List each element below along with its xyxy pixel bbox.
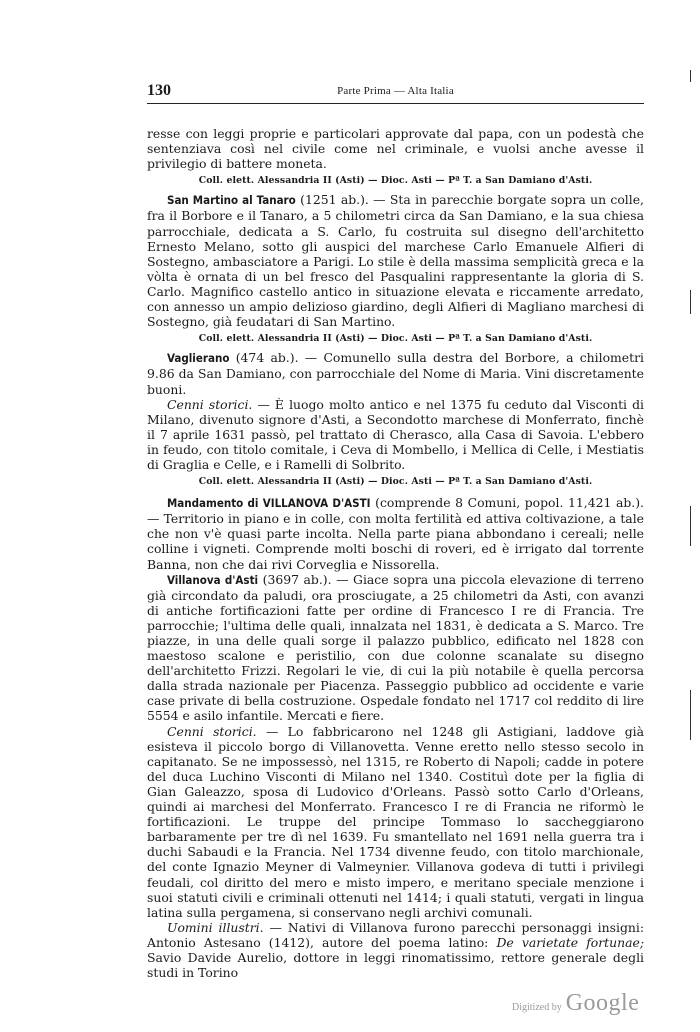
- electoral-note: Coll. elett. Alessandria II (Asti) — Dioc. Asti — Pª T. a San Damiano d'Asti.: [198, 333, 593, 345]
- page-body: [147, 126, 644, 980]
- paragraph-text: — È luogo molto antico e nel 1375 fu ceduto dal Visconti di Milano, divenuto signore d'Asti, a Secondotto marchese di Monferrato, finchè il 7 aprile 1631 passò, pel trattato di Cherasco, alla Casa di Savoia. L'ebbero in feudo, con titolo comitale, i Ceva di Mombello, i Mellica di Celle, i Mestiatis di Graglia e Celle, e i Ramelli di Solbrito.: [147, 396, 644, 472]
- scan-edge-mark: [690, 690, 691, 740]
- entry-text: (3697 ab.). — Giace sopra una piccola elevazione di terreno già circondato da paludi, ora prosciugate, a 25 chilometri da Asti, con avanzi di antiche fortificazioni fatte per ordine di Francesco I re di Francia. Tre parrocchie; l'ultima delle quali, innalzata nel 1831, è dedicata a S. Marco. Tre piazze, in una delle quali sorge il palazzo pubblico, edificato nel 1828 con maestoso scalone e peristilio, con due colonne scanalate su disegno dell'architetto Frizzi. Regolari le vie, di cui la più notabile è quella percorsa dalla strada nazionale per Piacenza. Passeggio pubblico ad occidente e varie case private di bella costruzione. Ospedale fondato nel 1717 col reddito di lire 5554 e asilo infantile. Mercati e fiere.: [147, 571, 644, 724]
- entry-heading: San Martino al Tanaro: [167, 193, 296, 208]
- paragraph-cenni-storici: [147, 397, 644, 472]
- section-lead: Cenni storici.: [167, 396, 253, 412]
- electoral-note: Coll. elett. Alessandria II (Asti) — Dioc. Asti — Pª T. a San Damiano d'Asti.: [198, 476, 593, 488]
- paragraph-uomini-illustri: [147, 920, 644, 980]
- paragraph-cenni-storici: [147, 724, 644, 920]
- paragraph-continuation: resse con leggi proprie e particolari approvate dal papa, con un podestà che sentenziava così nel civile come nel criminale, e vuolsi anche avesse il privilegio di battere moneta.: [147, 126, 644, 172]
- watermark-prefix: Digitized by: [512, 1002, 562, 1013]
- scan-edge-mark: [690, 70, 691, 82]
- scan-edge-mark: [690, 506, 691, 546]
- entry-heading: Vaglierano: [167, 351, 230, 366]
- mandamento-heading: Mandamento di VILLANOVA D'ASTI: [167, 496, 371, 511]
- entry-villanova: [147, 572, 644, 724]
- section-lead: Uomini illustri.: [167, 919, 264, 935]
- entry-san-martino: [147, 192, 644, 329]
- entry-heading: Villanova d'Asti: [167, 572, 259, 587]
- mandamento-text: (comprende 8 Comuni, popol. 11,421 ab.). — Territorio in piano e in colle, con molta fertilità ed attiva coltivazione, a tale che non v'è quasi parte incolta. Nella parte piana abbondano i cereali; nelle colline i vigneti. Comprende molti boschi di roveri, ed è irrigato dal torrente Banna, non che dai rivi Corveglia e Nissorella.: [147, 495, 644, 572]
- google-logo: Google: [565, 990, 640, 1016]
- page: [147, 82, 644, 980]
- paragraph-text: — Lo fabbricarono nel 1248 gli Astigiani, laddove già esisteva il piccolo borgo di Villanovetta. Venne eretto nello stesso secolo in capitanato. Se ne impossessò, nel 1315, re Roberto di Napoli; cadde in potere del duca Luchino Visconti di Milano nel 1340. Costituì dote per la figlia di Gian Galeazzo, sposa di Ludovico d'Orleans. Passò sotto Carlo d'Orleans, quindi ai marchesi del Monferrato. Francesco I re di Francia ne riformò le fortificazioni. Le truppe del principe Tommaso lo saccheggiarono barbaramente per tre dì nel 1639. Fu smantellato nel 1691 nella guerra tra i duchi Sabaudi e la Francia. Nel 1734 divenne feudo, con titolo marchionale, del conte Ignazio Meyner di Valmeynier. Villanova godeva di tutti i privilegi feudali, col diritto del mero e misto impero, e meritano speciale menzione i suoi statuti civili e criminali ottenuti nel 1414; i quali statuti, vergati in lingua latina sulla pergamena, si conservano negli archivi comunali.: [147, 723, 645, 920]
- scan-edge-mark: [690, 290, 691, 314]
- mandamento-villanova: [147, 495, 644, 571]
- work-title: De varietate fortunae;: [496, 934, 645, 950]
- entry-text: (1251 ab.). — Sta in parecchie borgate sopra un colle, fra il Borbore e il Tanaro, a 5 chilometri circa da San Damiano, e la sua chiesa parrocchiale, dedicata a S. Carlo, fu costruita sul disegno dell'architetto Ernesto Melano, sotto gli auspici del marchese Carlo Emanuele Alfieri di Sostegno, ambasciatore a Parigi. Lo stile è della massima semplicità greca e la vòlta è ornata di un bel fresco del Pasqualini rappresentante la gloria di S. Carlo. Magnifico castello antico in situazione elevata e riccamente arredato, con annesso un ampio delizioso giardino, degli Alfieri di Magliano marchesi di Sostegno, già feudatari di San Martino.: [147, 192, 644, 330]
- header-rule: [147, 103, 644, 104]
- section-lead: Cenni storici.: [167, 723, 257, 739]
- running-header: [147, 82, 644, 108]
- entry-text: (474 ab.). — Comunello sulla destra del Borbore, a chilometri 9.86 da San Damiano, con parrocchiale del Nome di Maria. Vini discretamente buoni.: [147, 350, 644, 397]
- electoral-note: Coll. elett. Alessandria II (Asti) — Dioc. Asti — Pª T. a San Damiano d'Asti.: [198, 175, 593, 187]
- running-title: Parte Prima — Alta Italia: [337, 85, 454, 97]
- google-watermark: [512, 990, 639, 1017]
- page-number: 130: [147, 82, 171, 99]
- paragraph-tail: Savio Davide Aurelio, dottore in leggi rinomatissimo, rettore generale degli studi in Torino: [147, 949, 644, 981]
- entry-vaglierano: [147, 350, 644, 396]
- paragraph-text: — Nativi di Villanova furono parecchi personaggi insigni: Antonio Astesano (1412), autore del poema latino:: [147, 919, 644, 950]
